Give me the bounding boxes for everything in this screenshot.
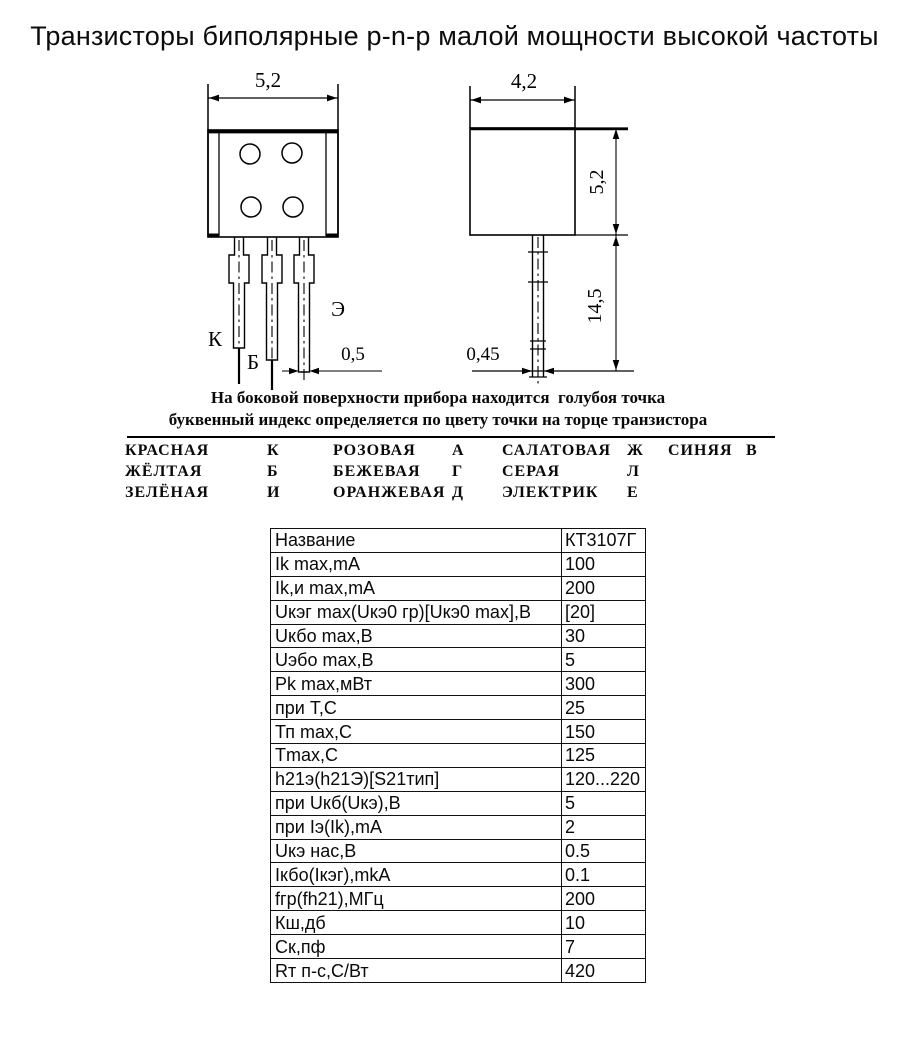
color-letter: Е xyxy=(627,484,639,501)
divider-rule xyxy=(127,436,775,438)
color-name: БЕЖЕВАЯ xyxy=(333,463,421,480)
value-cell: 420 xyxy=(562,959,646,983)
front-extension-lines xyxy=(208,84,338,237)
arrow-right xyxy=(564,97,574,104)
color-letter: Ж xyxy=(627,442,644,459)
color-letter: В xyxy=(746,442,758,459)
value-cell: 2 xyxy=(562,815,646,839)
side-lead-dim-label: 0,45 xyxy=(466,344,500,365)
side-width-dim-label: 4,2 xyxy=(510,69,538,93)
param-cell: Rт п-с,С/Вт xyxy=(271,959,562,983)
value-cell: 10 xyxy=(562,911,646,935)
front-width-dim-label: 5,2 xyxy=(254,68,282,92)
arrow-down xyxy=(613,224,620,234)
table-row xyxy=(271,600,646,624)
value-cell: 300 xyxy=(562,672,646,696)
color-name: РОЗОВАЯ xyxy=(333,442,416,459)
color-letter: Г xyxy=(452,463,464,480)
param-cell: Tmax,C xyxy=(271,744,562,768)
value-cell: [20] xyxy=(562,600,646,624)
color-letter: Б xyxy=(267,463,279,480)
arrow-up xyxy=(613,236,620,246)
table-row xyxy=(271,767,646,791)
color-name: САЛАТОВАЯ xyxy=(502,442,612,459)
arrow-to-left xyxy=(310,368,320,375)
value-cell: 0.1 xyxy=(562,863,646,887)
color-name: ЖЁЛТАЯ xyxy=(125,463,203,480)
color-code-row xyxy=(0,442,909,462)
color-letter: И xyxy=(267,484,281,501)
param-cell: Ik max,mA xyxy=(271,552,562,576)
arrow-left xyxy=(471,97,481,104)
color-letter: К xyxy=(267,442,280,459)
emitter-pin-label: Э xyxy=(331,297,345,321)
color-code-row xyxy=(0,463,909,483)
table-row xyxy=(271,720,646,744)
param-cell: Uэбо max,В xyxy=(271,648,562,672)
param-cell: Pk max,мВт xyxy=(271,672,562,696)
arrow-to-right xyxy=(289,368,299,375)
param-cell: Uкэг max(Uкэ0 гр)[Uкэ0 max],В xyxy=(271,600,562,624)
table-row xyxy=(271,791,646,815)
param-cell: Uкбо max,В xyxy=(271,624,562,648)
color-letter: Д xyxy=(452,484,465,501)
base-pin-label: Б xyxy=(246,350,260,374)
table-row xyxy=(271,744,646,768)
front-dimples xyxy=(240,143,303,217)
arrow-left xyxy=(209,95,219,102)
value-cell: 120...220 xyxy=(562,767,646,791)
side-view-drawing xyxy=(466,69,634,385)
value-cell: 7 xyxy=(562,935,646,959)
param-cell: при Iэ(Ik),mA xyxy=(271,815,562,839)
value-cell: 5 xyxy=(562,791,646,815)
arrow-up xyxy=(613,129,620,139)
table-row xyxy=(271,648,646,672)
param-cell: fгр(fh21),МГц xyxy=(271,887,562,911)
table-row xyxy=(271,863,646,887)
param-cell: Кш,дб xyxy=(271,911,562,935)
color-letter: А xyxy=(452,442,465,459)
value-cell: 200 xyxy=(562,887,646,911)
table-row xyxy=(271,624,646,648)
page-title: Транзисторы биполярные p-n-p малой мощности высокой частоты xyxy=(30,21,879,51)
param-cell: Название xyxy=(271,529,562,553)
value-cell: 5 xyxy=(562,648,646,672)
front-package-body xyxy=(208,130,338,237)
front-package-side-strips xyxy=(219,132,326,236)
table-row xyxy=(271,696,646,720)
table-row xyxy=(271,576,646,600)
param-cell: h21э(h21Э)[S21тип] xyxy=(271,767,562,791)
value-cell: 100 xyxy=(562,552,646,576)
arrow-to-left xyxy=(544,368,554,375)
param-cell: при Uкб(Uкэ),В xyxy=(271,791,562,815)
arrow-to-right xyxy=(522,368,532,375)
table-row xyxy=(271,911,646,935)
value-cell: 150 xyxy=(562,720,646,744)
table-row xyxy=(271,672,646,696)
note-line-1: На боковой поверхности прибора находится голубоя точка xyxy=(210,388,666,407)
table-row xyxy=(271,959,646,983)
color-name: ОРАНЖЕВАЯ xyxy=(333,484,446,501)
color-name: ЗЕЛЁНАЯ xyxy=(125,484,210,501)
color-name: ЭЛЕКТРИК xyxy=(502,484,599,501)
side-package-body xyxy=(470,128,575,235)
arrow-down xyxy=(613,360,620,370)
table-row xyxy=(271,887,646,911)
table-row xyxy=(271,529,646,553)
color-name: СЕРАЯ xyxy=(502,463,561,480)
arrow-right xyxy=(327,95,337,102)
param-cell: при T,C xyxy=(271,696,562,720)
color-name: КРАСНАЯ xyxy=(125,442,210,459)
value-cell: 30 xyxy=(562,624,646,648)
side-height-dim-label: 5,2 xyxy=(586,169,608,195)
param-cell: Тп max,C xyxy=(271,720,562,744)
param-cell: Uкэ нас,В xyxy=(271,839,562,863)
value-cell: 0.5 xyxy=(562,839,646,863)
color-letter: Л xyxy=(627,463,640,480)
params-table xyxy=(270,528,646,983)
param-cell: Ik,и max,mA xyxy=(271,576,562,600)
value-cell: КТ3107Г xyxy=(562,529,646,553)
color-name: СИНЯЯ xyxy=(668,442,733,459)
param-cell: Iкбо(Iкэг),mkA xyxy=(271,863,562,887)
color-code-row xyxy=(0,484,909,504)
table-row xyxy=(271,552,646,576)
note-line-2: буквенный индекс определяется по цвету точки на торце транзистора xyxy=(168,410,708,429)
table-row xyxy=(271,839,646,863)
value-cell: 200 xyxy=(562,576,646,600)
front-lead-dim-label: 0,5 xyxy=(341,344,365,365)
table-row xyxy=(271,815,646,839)
value-cell: 25 xyxy=(562,696,646,720)
side-lead-ticks xyxy=(528,252,548,377)
lead-length-dim-label: 14,5 xyxy=(584,288,606,324)
collector-pin-label: К xyxy=(207,327,223,351)
front-view-drawing xyxy=(208,68,382,390)
value-cell: 125 xyxy=(562,744,646,768)
param-cell: Ск,пф xyxy=(271,935,562,959)
table-row xyxy=(271,935,646,959)
